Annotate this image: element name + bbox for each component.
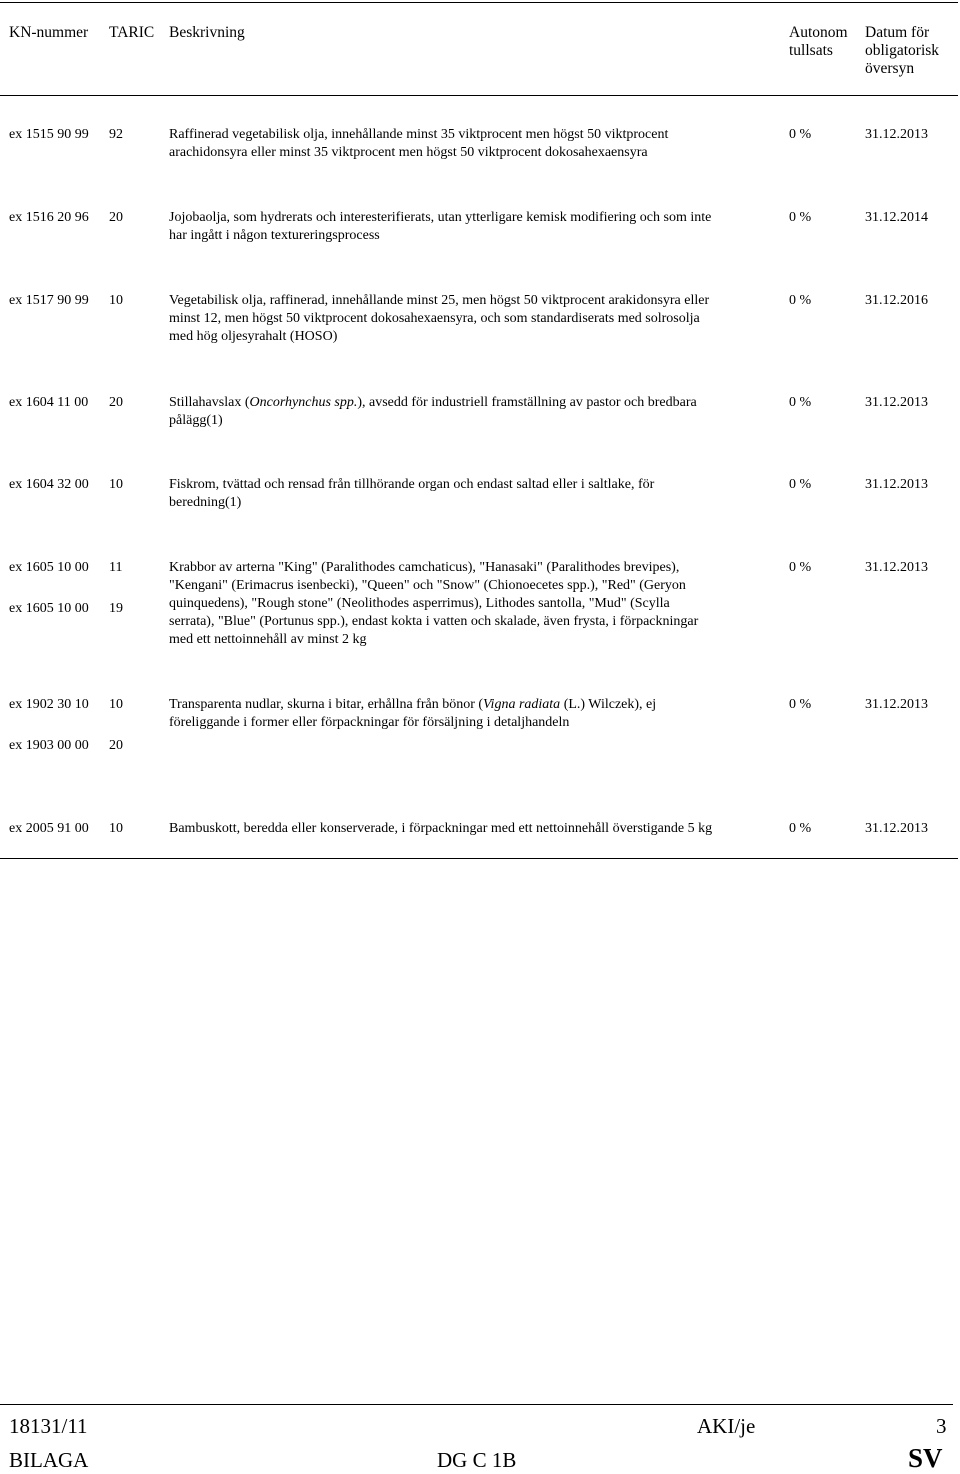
header-date-line: obligatorisk	[865, 42, 940, 59]
review-date: 31.12.2013	[865, 127, 928, 142]
description-line: Bambuskott, beredda eller konserverade, i förpackningar med ett nettoinnehåll överstigande 5 kg	[169, 821, 713, 836]
description	[169, 696, 779, 732]
header-taric: TARIC	[109, 24, 155, 41]
kn-code: ex 1605 10 00	[9, 560, 89, 575]
description-line: Fiskrom, tvättad och rensad från tillhörande organ och endast saltad eller i saltlake, för	[169, 477, 655, 492]
description-text: ), avsedd för industriell framställning av pastor och bredbara	[357, 395, 697, 410]
kn-code: ex 1605 10 00	[9, 601, 89, 616]
description-line: har ingått i någon textureringsprocess	[169, 228, 380, 243]
description-line: Raffinerad vegetabilisk olja, innehållande minst 35 viktprocent men högst 50 viktprocent	[169, 127, 669, 142]
taric-code: 10	[109, 293, 123, 308]
table-end-rule	[0, 858, 958, 859]
header-date-line: översyn	[865, 60, 915, 77]
description-line: med hög oljesyrahalt (HOSO)	[169, 329, 338, 344]
taric-code: 20	[109, 210, 123, 225]
duty-rate: 0 %	[789, 477, 812, 492]
header-rate-line: Autonom	[789, 24, 848, 41]
description-line: "Kengani" (Erimacrus isenbecki), "Queen" och "Snow" (Chionoecetes spp.), "Red" (Geryon	[169, 578, 686, 593]
duty-rate: 0 %	[789, 293, 812, 308]
description	[169, 126, 779, 162]
language-code: SV	[908, 1443, 943, 1473]
description-line: Jojobaolja, som hydrerats och interesterifierats, utan ytterligare kemisk modifiering och som inte	[169, 210, 712, 225]
header-date	[865, 24, 939, 78]
dg-label: DG C 1B	[437, 1448, 517, 1472]
initials: AKI/je	[697, 1414, 756, 1438]
header-rate-line: tullsats	[789, 42, 833, 59]
description-line: beredning(1)	[169, 495, 242, 510]
description-text: Transparenta nudlar, skurna i bitar, erhållna från bönor (	[169, 697, 484, 712]
taric-code: 11	[109, 560, 123, 575]
description-text: (L.) Wilczek), ej	[560, 697, 657, 712]
taric-code: 20	[109, 395, 123, 410]
taric-code: 92	[109, 127, 123, 142]
taric-code: 10	[109, 821, 123, 836]
description-line: föreliggande i former eller förpackningar för försäljning i detaljhandeln	[169, 715, 570, 730]
duty-rate: 0 %	[789, 210, 812, 225]
description-line: quinquedens), "Rough stone" (Neolithodes asperrimus), Lithodes santolla, "Mud" (Scylla	[169, 596, 670, 611]
kn-code: ex 1903 00 00	[9, 738, 89, 753]
kn-code: ex 2005 91 00	[9, 821, 89, 836]
review-date: 31.12.2016	[865, 293, 928, 308]
review-date: 31.12.2013	[865, 821, 928, 836]
description-line: Krabbor av arterna "King" (Paralithodes camchaticus), "Hanasaki" (Paralithodes brevipes),	[169, 560, 680, 575]
description	[169, 820, 781, 838]
review-date: 31.12.2013	[865, 560, 928, 575]
review-date: 31.12.2013	[865, 697, 928, 712]
taric-code: 10	[109, 697, 123, 712]
description-line: med ett nettoinnehåll av minst 2 kg	[169, 632, 367, 647]
description-line: Vegetabilisk olja, raffinerad, innehållande minst 25, men högst 50 viktprocent arakidonsyra eller	[169, 293, 710, 308]
description-line: minst 12, men högst 50 viktprocent dokosahexaensyra, och som standardiserats med solrosolja	[169, 311, 700, 326]
kn-code: ex 1517 90 99	[9, 293, 89, 308]
taric-code: 20	[109, 738, 123, 753]
description-line	[169, 394, 779, 412]
duty-rate: 0 %	[789, 127, 812, 142]
kn-code: ex 1604 32 00	[9, 477, 89, 492]
description	[169, 394, 779, 430]
footer-rule	[0, 1404, 953, 1405]
description-text: Stillahavslax (	[169, 395, 250, 410]
species-name: Vigna radiata	[483, 697, 561, 712]
header-rule	[0, 95, 958, 96]
review-date: 31.12.2013	[865, 395, 928, 410]
description-line	[169, 696, 779, 714]
description-line: pålägg(1)	[169, 413, 223, 428]
review-date: 31.12.2014	[865, 210, 928, 225]
species-name: Oncorhynchus spp.	[249, 395, 358, 410]
header-kn: KN-nummer	[9, 24, 89, 41]
description	[169, 209, 779, 245]
duty-rate: 0 %	[789, 697, 812, 712]
kn-code: ex 1902 30 10	[9, 697, 89, 712]
description	[169, 292, 779, 346]
taric-code: 10	[109, 477, 123, 492]
duty-rate: 0 %	[789, 560, 812, 575]
duty-rate: 0 %	[789, 395, 812, 410]
duty-rate: 0 %	[789, 821, 812, 836]
page-number: 3	[936, 1414, 947, 1438]
kn-code: ex 1515 90 99	[9, 127, 89, 142]
description-line: arachidonsyra eller minst 35 viktprocent men högst 50 viktprocent dokosahexaensyra	[169, 145, 648, 160]
top-rule	[0, 2, 958, 3]
description	[169, 559, 781, 649]
review-date: 31.12.2013	[865, 477, 928, 492]
header-date-line: Datum för	[865, 24, 930, 41]
kn-code: ex 1604 11 00	[9, 395, 89, 410]
kn-code: ex 1516 20 96	[9, 210, 89, 225]
description-line: serrata), "Blue" (Portunus spp.), endast kokta i vatten och skalade, även frysta, i förpackningar	[169, 614, 699, 629]
taric-code: 19	[109, 601, 123, 616]
doc-number: 18131/11	[9, 1414, 88, 1438]
header-rate	[789, 24, 848, 60]
description	[169, 476, 779, 512]
annex-label: BILAGA	[9, 1448, 89, 1472]
header-description: Beskrivning	[169, 24, 245, 41]
